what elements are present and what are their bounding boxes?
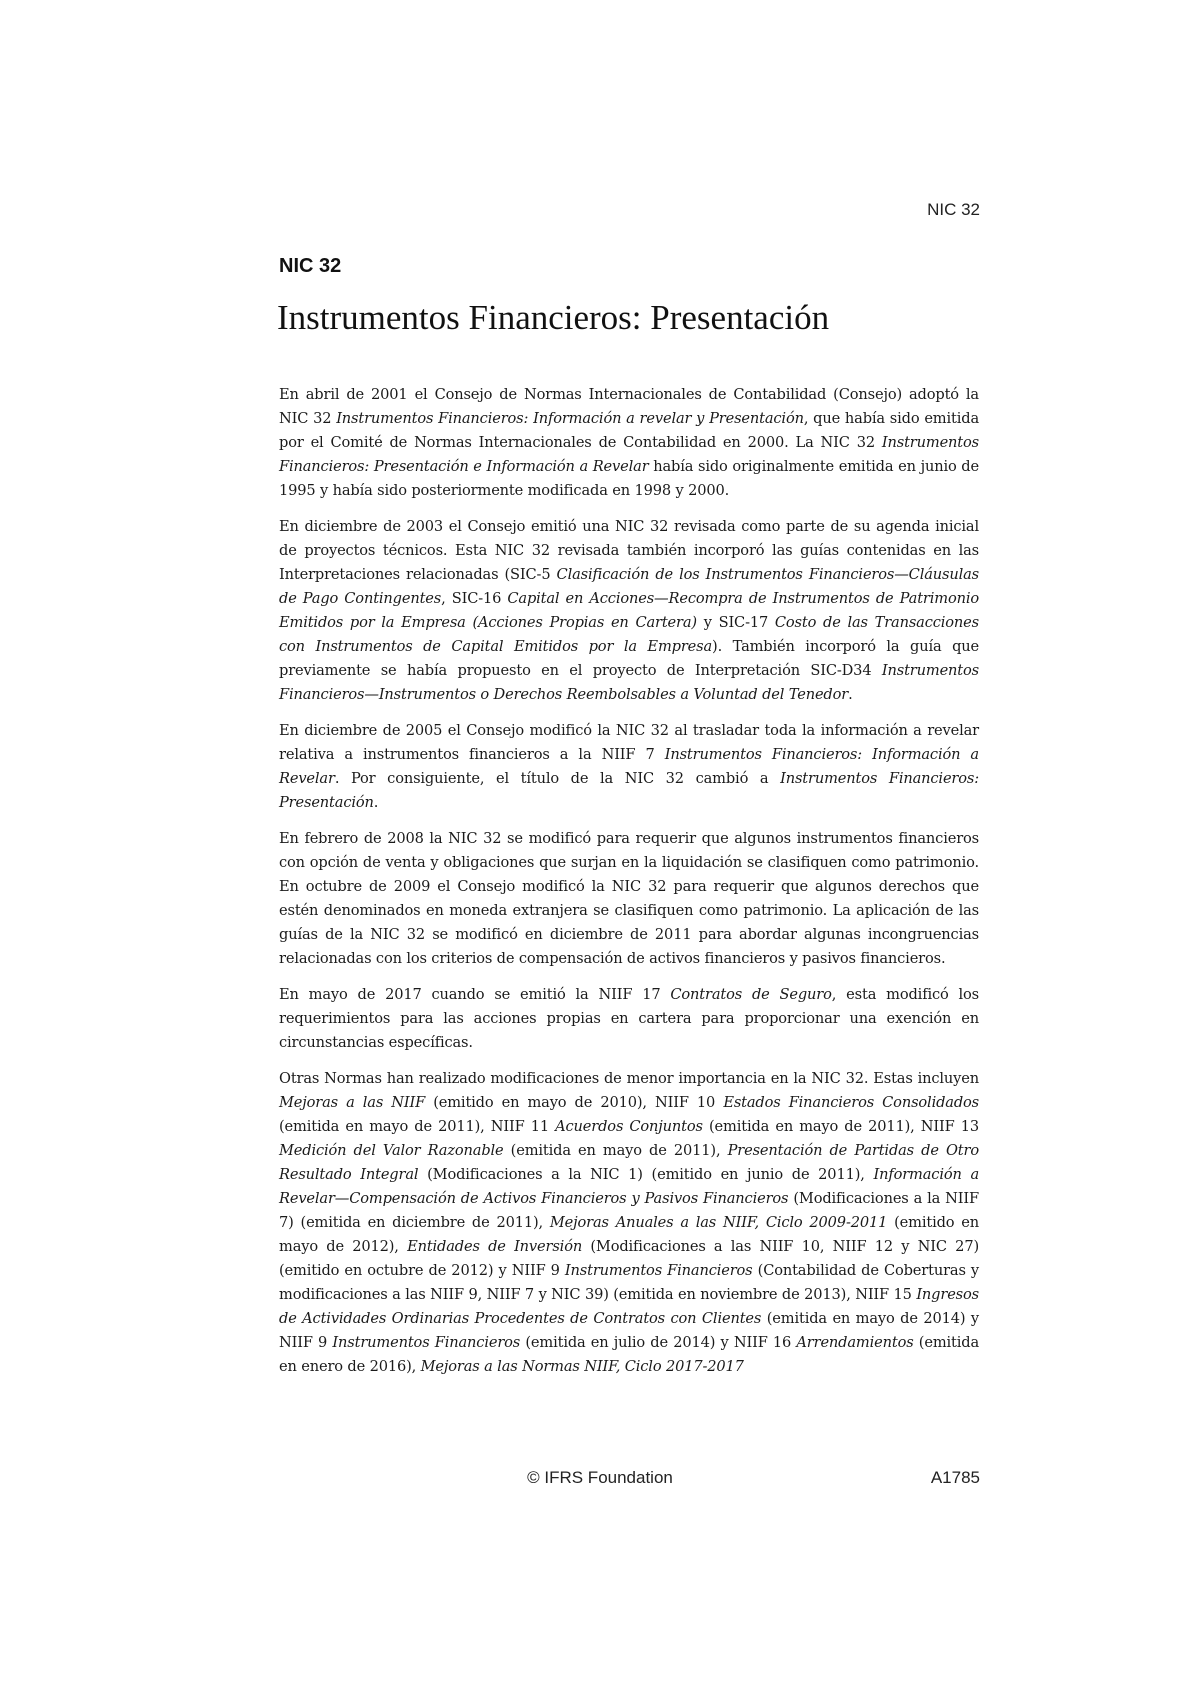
text-run: En diciembre de 2003 el Consejo emitió una NIC 32 revisada como parte de su agenda inicial de proyectos técnicos. Esta NIC 32 revisada también incorporó las guías contenidas en las Interpretaciones relacionadas (SIC-5	[279, 518, 979, 583]
italic-run: Entidades de Inversión	[407, 1238, 583, 1255]
text-run: (emitida en mayo de 2011),	[503, 1142, 728, 1159]
italic-run: Mejoras a las Normas NIIF, Ciclo 2017-2017	[420, 1358, 744, 1375]
text-run: (emitida en mayo de 2014) y NIIF 9	[279, 1310, 979, 1351]
text-run: y SIC-17	[696, 614, 775, 631]
italic-run: Información a Revelar—Compensación de Activos Financieros y Pasivos Financieros	[279, 1166, 979, 1207]
italic-run: Medición del Valor Razonable	[279, 1142, 504, 1159]
text-run: (emitida en mayo de 2011), NIIF 11	[279, 1118, 556, 1135]
text-run: (emitido en mayo de 2012),	[279, 1214, 979, 1255]
paragraph-3	[279, 719, 979, 815]
introduction-body	[279, 383, 979, 1391]
text-run: En abril de 2001 el Consejo de Normas Internacionales de Contabilidad (Consejo) adoptó la NIC 32	[279, 386, 979, 427]
italic-run: Contratos de Seguro	[670, 986, 832, 1003]
text-run: (Contabilidad de Coberturas y modificaciones a las NIIF 9, NIIF 7 y NIC 39) (emitida en noviembre de 2013), NIIF 15	[279, 1262, 980, 1303]
text-run: (emitida en mayo de 2011), NIIF 13	[702, 1118, 980, 1135]
paragraph-6	[279, 1067, 979, 1379]
italic-run: Instrumentos Financieros: Presentación e Información a Revelar	[279, 434, 979, 475]
text-run: (Modificaciones a las NIIF 10, NIIF 12 y NIC 27) (emitido en octubre de 2012) y NIIF 9	[279, 1238, 979, 1279]
text-run: En mayo de 2017 cuando se emitió la NIIF 17	[279, 986, 671, 1003]
page-title: Instrumentos Financieros: Presentación	[277, 298, 830, 337]
standard-code: NIC 32	[279, 255, 342, 277]
text-run: Otras Normas han realizado modificaciones de menor importancia en la NIC 32. Estas incluyen	[279, 1070, 979, 1087]
text-run: (emitida en julio de 2014) y NIIF 16	[520, 1334, 797, 1351]
text-run: .	[373, 794, 379, 811]
paragraph-5	[279, 983, 979, 1055]
text-run: , esta modificó los requerimientos para las acciones propias en cartera para proporcionar una exención en circunstancias específicas.	[279, 986, 980, 1051]
italic-run: Instrumentos Financieros	[332, 1334, 521, 1351]
italic-run: Mejoras a las NIIF	[279, 1094, 426, 1111]
text-run: .	[848, 686, 853, 703]
paragraph-2	[279, 515, 979, 707]
text-run: (emitido en mayo de 2010), NIIF 10	[425, 1094, 724, 1111]
italic-run: Instrumentos Financieros: Información a revelar y Presentación	[336, 410, 804, 427]
text-run: (Modificaciones a la NIIF 7) (emitida en diciembre de 2011),	[279, 1190, 979, 1231]
italic-run: Costo de las Transacciones con Instrumentos de Capital Emitidos por la Empresa	[279, 614, 979, 655]
paragraph-4	[279, 827, 979, 971]
page-number: A1785	[930, 1468, 980, 1487]
italic-run: Arrendamientos	[796, 1334, 914, 1351]
italic-run: Clasificación de los Instrumentos Financieros—Cláusulas de Pago Contingentes	[279, 566, 980, 607]
italic-run: Estados Financieros Consolidados	[723, 1094, 979, 1111]
text-run: (emitida en enero de 2016),	[279, 1334, 980, 1375]
running-head: NIC 32	[927, 200, 980, 219]
italic-run: Capital en Acciones—Recompra de Instrumentos de Patrimonio Emitidos por la Empresa (Acciones Propias en Cartera)	[279, 590, 979, 631]
italic-run: Ingresos de Actividades Ordinarias Procedentes de Contratos con Clientes	[279, 1286, 979, 1327]
text-run: En febrero de 2008 la NIC 32 se modificó para requerir que algunos instrumentos financieros con opción de venta y obligaciones que surjan en la liquidación se clasifiquen como patrimonio. En octubre de 2009 el Consejo modificó la NIC 32 para requerir que algunos derechos que estén denominados en moneda extranjera se clasifiquen como patrimonio. La aplicación de las guías de la NIC 32 se modificó en diciembre de 2011 para abordar algunas incongruencias relacionadas con los criterios de compensación de activos financieros y pasivos financieros.	[279, 830, 979, 967]
text-run: , que había sido emitida por el Comité de Normas Internacionales de Contabilidad en 2000. La NIC 32	[279, 410, 979, 451]
italic-run: Instrumentos Financieros: Información a Revelar	[279, 746, 979, 787]
italic-run: Instrumentos Financieros: Presentación	[279, 770, 980, 811]
text-run: (Modificaciones a la NIC 1) (emitido en junio de 2011),	[418, 1166, 874, 1183]
paragraph-1	[279, 383, 979, 503]
italic-run: Instrumentos Financieros	[564, 1262, 753, 1279]
footer-copyright: © IFRS Foundation	[527, 1468, 673, 1487]
text-run: había sido originalmente emitida en junio de 1995 y había sido posteriormente modificada en 1998 y 2000.	[279, 458, 979, 499]
text-run: , SIC-16	[441, 590, 508, 607]
italic-run: Mejoras Anuales a las NIIF, Ciclo 2009-2011	[549, 1214, 888, 1231]
italic-run: Acuerdos Conjuntos	[555, 1118, 703, 1135]
text-run: ). También incorporó la guía que previamente se había propuesto en el proyecto de Interpretación SIC-D34	[279, 638, 979, 679]
text-run: . Por consiguiente, el título de la NIC 32 cambió a	[334, 770, 781, 787]
italic-run: Instrumentos Financieros—Instrumentos o Derechos Reembolsables a Voluntad del Tenedor	[279, 662, 979, 703]
text-run: En diciembre de 2005 el Consejo modificó la NIC 32 al trasladar toda la información a revelar relativa a instrumentos financieros a la NIIF 7	[279, 722, 979, 763]
italic-run: Presentación de Partidas de Otro Resultado Integral	[279, 1142, 979, 1183]
